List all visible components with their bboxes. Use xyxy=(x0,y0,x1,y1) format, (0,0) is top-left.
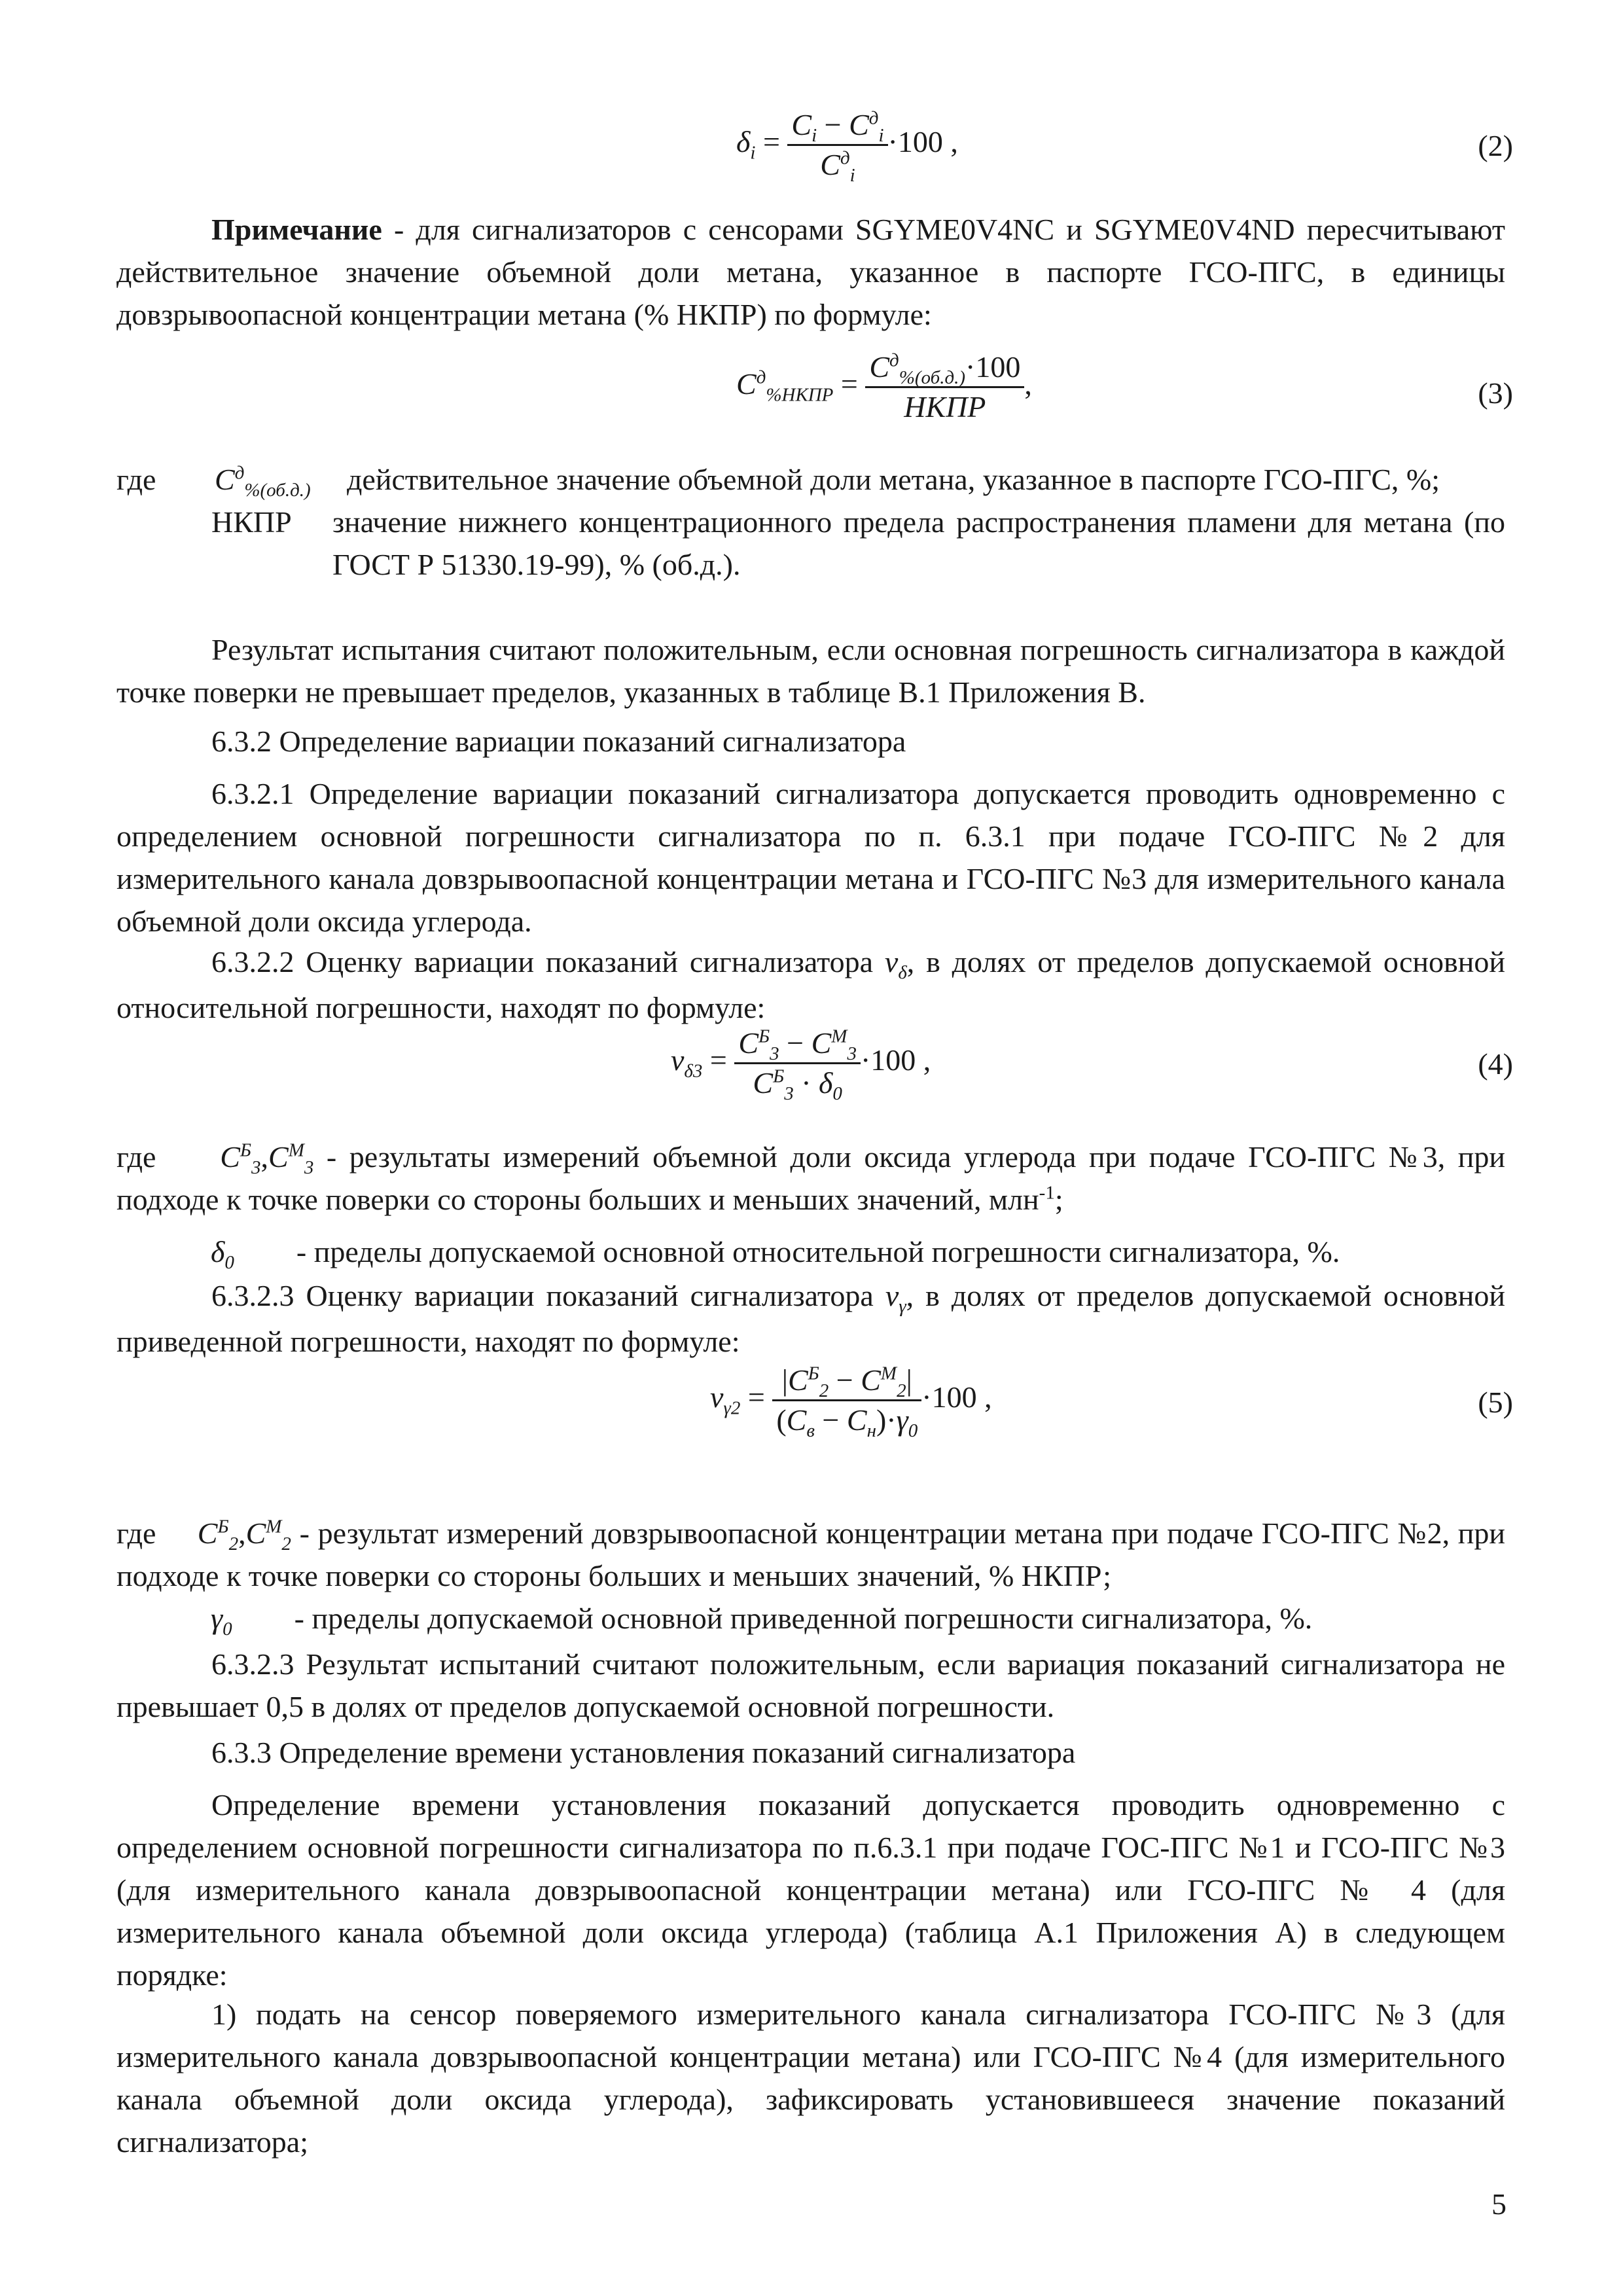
page-number: 5 xyxy=(1491,2187,1507,2221)
formula-2-number: (2) xyxy=(1478,129,1513,162)
formula-2: $\delta_i$ = $\frac{C_i - C^д_i}{C^д_i}$ ·100 , xyxy=(736,107,958,187)
paragraph-6-3-2-3-a: 6.3.2.3 Оценку вариации показаний сигнализатора $\nu_\gamma$, в долях от пределов допускаемой основной приведенной погрешности, находят по формуле: xyxy=(116,1279,1505,1358)
paragraph-6-3-2-2: 6.3.2.2 Оценку вариации показаний сигнализатора $\nu_\delta$, в долях от пределов допускаемой основной относительной погрешности, находят по формуле: xyxy=(116,945,1505,1024)
paragraph-6-3-2-3-b: 6.3.2.3 Результат испытаний считают положительным, если вариация показаний сигнализатора не превышает 0,5 в долях от пределов допускаемой основной погрешности. xyxy=(116,1647,1505,1723)
note-paragraph: Примечание - для сигнализаторов с сенсорами SGYME0V4NC и SGYME0V4ND пересчитывают действительное значение объемной доли метана, указанное в паспорте ГСО-ПГС, в единицы довзрывоопасной концентрации метана (% НКПР) по формуле: xyxy=(116,213,1505,331)
formula-5-definition-c2: где $C^Б_2,C^М_2$ - результат измерений довзрывоопасной концентрации метана при подаче ГСО-ПГС №2, при подходе к точке поверки со стороны больших и меньших значений, % НКПР; xyxy=(116,1516,1505,1592)
formula-3: $C^д_{\%НКПР}$ = $\frac{C^д_{\%(об.д.)}\cdot 100}{\text{НКПР}}$ , xyxy=(736,348,1032,426)
section-6-3-3-heading: 6.3.3 Определение времени установления показаний сигнализатора xyxy=(211,1736,1076,1769)
result-paragraph-1: Результат испытания считают положительным, если основная погрешность сигнализатора в каждой точке поверки не превышает пределов, указанных в таблице В.1 Приложения В. xyxy=(116,633,1505,709)
paragraph-step-1: 1) подать на сенсор поверяемого измерительного канала сигнализатора ГСО-ПГС №3 (для измерительного канала довзрывоопасной концентрации метана) или ГСО-ПГС №4 (для измерительного канала объемной доли оксида углерода), зафиксировать установившееся значение показаний сигнализатора; xyxy=(116,1998,1505,2159)
paragraph-response-time: Определение времени установления показаний допускается проводить одновременно с определением основной погрешности сигнализатора по п.6.3.1 при подаче ГОС-ПГС №1 и ГСО-ПГС №3 (для измерительного канала довзрывоопасной концентрации метана) или ГСО-ПГС № 4 (для измерительного канала объемной доли оксида углерода) (таблица А.1 Приложения А) в следующем порядке: xyxy=(116,1788,1505,1992)
formula-3-definitions xyxy=(116,458,1505,586)
formula-4-definition-delta0: $\delta_0$ - пределы допускаемой основной относительной погрешности сигнализатора, %. xyxy=(211,1235,1340,1274)
note-label: Примечание xyxy=(211,213,382,246)
paragraph-6-3-2-1: 6.3.2.1 Определение вариации показаний сигнализатора допускается проводить одновременно с определением основной погрешности сигнализатора по п. 6.3.1 при подаче ГСО-ПГС №2 для измерительного канала довзрывоопасной концентрации метана и ГСО-ПГС №3 для измерительного канала объемной доли оксида углерода. xyxy=(116,777,1505,938)
formula-5-number: (5) xyxy=(1478,1386,1513,1419)
formula-4: $\nu_{\delta 3}$ = $\frac{C^Б_3 - C^М_3}{C^Б_3 \cdot \delta_0}$ ·100 , xyxy=(671,1026,931,1105)
definition-nkpr: НКПР значение нижнего концентрационного предела распространения пламени для метана (по ГОСТ Р 51330.19-99), % (об.д.). xyxy=(211,505,1505,581)
formula-3-number: (3) xyxy=(1478,376,1513,410)
definition-c-ob-d: где $C^д_{\%(об.д.)}$ действительное значение объемной доли метана, указанное в паспорте ГСО-ПГС, %; xyxy=(116,462,1440,501)
formula-4-number: (4) xyxy=(1478,1047,1513,1081)
formula-5-definition-gamma0: $\gamma_0$ - пределы допускаемой основной приведенной погрешности сигнализатора, %. xyxy=(211,1602,1313,1640)
formula-4-definition-c3: где $C^Б_3,C^М_3$ - результаты измерений объемной доли оксида углерода при подаче ГСО-ПГС №3, при подходе к точке поверки со стороны больших и меньших значений, млн$^{-1}$; xyxy=(116,1139,1506,1216)
section-6-3-2-heading: 6.3.2 Определение вариации показаний сигнализатора xyxy=(211,725,906,758)
formula-5: $\nu_{\gamma 2}$ = $\frac{|C^Б_2 - C^М_2|}{(C_в - C_н)\cdot\gamma_0}$ ·100 , xyxy=(710,1363,992,1442)
